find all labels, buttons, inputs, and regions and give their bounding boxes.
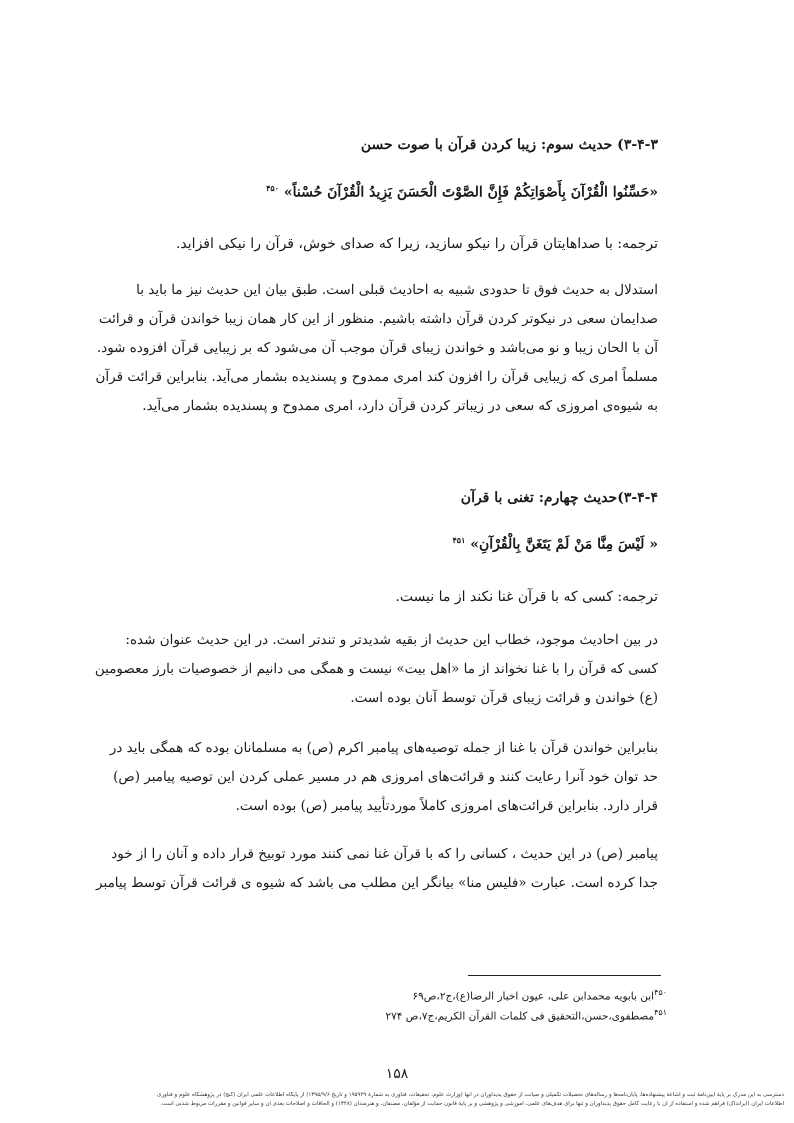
paragraph-2	[109, 734, 658, 821]
footnote-number: ۴۵۰	[654, 988, 667, 997]
section-heading-hadith-4: ۳-۴-۴)حدیث چهارم: تغنی با قرآن	[460, 490, 658, 506]
paragraph-line: بنابراین خواندن قرآن با غنا از جمله توصیه‌های پیامبر اکرم (ص) به مسلمانان بوده که همگی باید در	[109, 740, 658, 756]
legal-notice-line: دسترسی به این مدرک بر پایهٔ آیین‌نامهٔ ثبت و اشاعهٔ پیشنهاده‌ها، پایان‌نامه‌ها و رساله‌های تحصیلات تکمیلی و صیانت از حقوق پدیدآوران در آنها (وزارت علوم، تحقیقات، فناوری به شمارهٔ ۱۹۵۹۲۹ و تاریخ ۱۳۹۵/۹/۶) از پایگاه اطلاعات علمی ایران (گنج) در پژوهشگاه علوم و فناوری	[157, 1092, 784, 1098]
footnote-ref[interactable]: ۴۵۱	[452, 535, 466, 545]
footnote-number: ۴۵۱	[654, 1008, 667, 1017]
hadith-arabic: «حَسِّنُوا الْقُرْآنَ بِأَصْوَاتِكُمْ فَإِنَّ الصَّوْتَ الْحَسَنَ يَزِيدُ الْقُرْآنَ حُسْناً»	[283, 184, 658, 201]
hadith-arabic: « لَيْسَ مِنَّا مَنْ لَمْ يَتَغَنَّ بِالْقُرْآنِ»	[470, 536, 658, 553]
paragraph-line: حد توان خود آنرا رعایت کنند و قرائت‌های امروزی هم در مسیر عملی کردن این توصیه پیامبر (ص)	[113, 769, 658, 785]
footnote-451	[386, 1008, 668, 1023]
footnote-ref[interactable]: ۴۵۰	[266, 183, 279, 193]
paragraph-line: مسلماً امری که زیبایی قرآن را افزون کند امری ممدوح و پسندیده بشمار می‌آید. بنابراین قرائت قرآن	[95, 369, 658, 385]
page-number: ۱۵۸	[385, 1066, 409, 1082]
footnote-text: ابن بابویه محمدابن علی، عیون اخبار الرضا(ع)،ج۲،ص۶۹	[412, 990, 655, 1003]
paragraph-3	[96, 840, 658, 898]
footnote-text: مصطفوی،حسن،التحقیق فی کلمات القرآن الکریم،ج۷،ص ۲۷۴	[385, 1010, 655, 1023]
paragraph-line: آن با الحان زیبا و نو می‌باشد و خواندن زیبای قرآن موجب آن می‌شود که بر زیبایی قرآن افزوده شود.	[96, 340, 658, 356]
paragraph-line: جدا کرده است. عبارت «فلیس منا» بیانگر این مطلب می باشد که شیوه ی قرائت قرآن توسط پیامبر	[96, 875, 658, 891]
paragraph-line: در بین احادیث موجود، خطاب این حدیث از بقیه شدیدتر و تندتر است. در این حدیث عنوان شده:	[125, 632, 658, 648]
footnote-divider	[468, 975, 661, 976]
paragraph-argument-3	[95, 276, 658, 421]
paragraph-line: کسی که قرآن را با غنا نخواند از ما «اهل بیت» نیست و همگی می دانیم از خصوصیات بارز معصومین	[94, 661, 658, 677]
footnote-450	[412, 988, 667, 1003]
paragraph-line: استدلال به حدیث فوق تا حدودی شبیه به احادیث قبلی است. طبق بیان این حدیث نیز ما باید با	[136, 282, 658, 298]
paragraph-line: صدایمان سعی در نیکوتر کردن قرآن داشته باشیم. منظور از این کار همان زیبا خواندن قرآن و قرائت	[98, 311, 658, 327]
paragraph-line: (ع) خواندن و قرائت زیبای قرآن توسط آنان بوده است.	[350, 690, 658, 706]
hadith-text-4	[138, 535, 658, 553]
translation-3: ترجمه: با صداهایتان قرآن را نیکو سازید، زیرا که صدای خوش، قرآن را نیکی افزاید.	[175, 236, 658, 252]
section-heading-hadith-3: ۳-۴-۳) حدیث سوم: زیبا کردن قرآن با صوت حسن	[360, 137, 658, 153]
hadith-text-3	[138, 183, 658, 201]
translation-4: ترجمه: کسی که با قرآن غنا نکند از ما نیست.	[395, 589, 658, 605]
paragraph-line: پیامبر (ص) در این حدیث ، کسانی را که با قرآن غنا نمی کنند مورد توبیخ قرار داده و آنان را از خود	[111, 846, 658, 862]
paragraph-line: قرار دارد. بنابراین قرائت‌های امروزی کاملاً موردتأیید پیامبر (ص) بوده است.	[235, 798, 658, 814]
paragraph-line: به شیوه‌ی امروزی که سعی در زیباتر کردن قرآن دارد، امری ممدوح و پسندیده بشمار می‌آید.	[142, 398, 658, 414]
paragraph-1	[94, 626, 658, 713]
legal-notice-line: اطلاعات ایران (ایرانداک) فراهم شده و استفاده از آن با رعایت کامل حقوق پدیدآوران و تنها برای هدف‌های علمی، آموزشی و پژوهشی و بر پایهٔ قانون حمایت از مؤلفان، مصنفان، و هنرمندان (۱۳۴۸) و الحاقات و اصلاحات بعدی آن و سایر قوانین و مقررات مربوط شدنی است.	[160, 1101, 784, 1107]
